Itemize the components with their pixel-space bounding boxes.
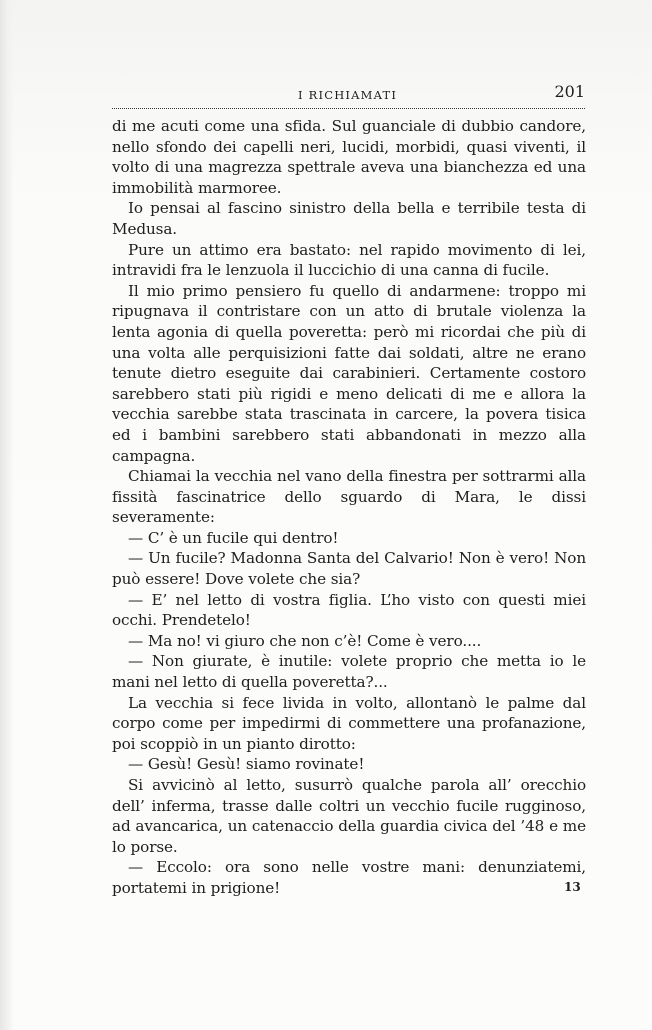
- dialogue-line: — Gesù! Gesù! siamo rovinate!: [128, 755, 365, 774]
- paragraph: Il mio primo pensiero fu quello di andarmene: troppo mi ripugnava il contristare con un atto di brutale violenza la lenta agonia di quella poveretta: però mi ricordai che più di una volta alle perquisizioni fatte dai soldati, altre ne erano tenute dietro eseguite dai carabinieri. Certamente costoro sarebbero stati più rigidi e meno delicati di me e allora la vecchia sarebbe stata trascinata in carcere, la povera tisica ed i bambini sarebbero stati abbandonati in mezzo alla campagna.: [112, 281, 586, 465]
- page-number: 201: [554, 82, 585, 101]
- body-text: [112, 116, 586, 899]
- signature-mark: 13: [564, 880, 581, 894]
- paragraph: Chiamai la vecchia nel vano della finestra per sottrarmi alla fissità fascinatrice dello sguardo di Mara, le dissi severamente:: [112, 467, 586, 527]
- paragraph: Io pensai al fascino sinistro della bella e terribile testa di Medusa.: [112, 199, 586, 238]
- dialogue-line: — E’ nel letto di vostra figlia. L’ho visto con questi miei occhi. Prendetelo!: [112, 590, 586, 630]
- running-title: I RICHIAMATI: [298, 88, 398, 102]
- dialogue-line: — Non giurate, è inutile: volete proprio che metta io le mani nel letto di quella poveretta?...: [112, 652, 586, 692]
- dialogue-line: — Un fucile? Madonna Santa del Calvario! Non è vero! Non può essere! Dove volete che sia?: [112, 549, 586, 589]
- page-header: [112, 80, 587, 106]
- paragraph: Pure un attimo era bastato: nel rapido movimento di lei, intravidi fra le lenzuola il luccichio di una canna di fucile.: [112, 240, 586, 280]
- header-dotted-rule: [112, 108, 585, 109]
- paragraph: di me acuti come una sfida. Sul guanciale di dubbio candore, nello sfondo dei capelli neri, lucidi, morbidi, quasi viventi, il volto di una magrezza spettrale aveva una bianchezza ed una immobilità marmoree.: [112, 117, 586, 197]
- page-edge-shadow: [0, 0, 14, 1030]
- paragraph: La vecchia si fece livida in volto, allontanò le palme dal corpo come per impedirmi di commettere una profanazione, poi scoppiò in un pianto dirotto:: [112, 693, 586, 753]
- dialogue-line: — C’ è un fucile qui dentro!: [128, 528, 339, 547]
- dialogue-line: — Ma no! vi giuro che non c’è! Come è vero....: [128, 631, 482, 650]
- dialogue-line: — Eccolo: ora sono nelle vostre mani: denunziatemi, portatemi in prigione!: [112, 858, 586, 897]
- paragraph: Si avvicinò al letto, susurrò qualche parola all’ orecchio dell’ inferma, trasse dalle coltri un vecchio fucile rugginoso, ad avancarica, un catenaccio della guardia civica del ’48 e me lo porse.: [112, 776, 586, 856]
